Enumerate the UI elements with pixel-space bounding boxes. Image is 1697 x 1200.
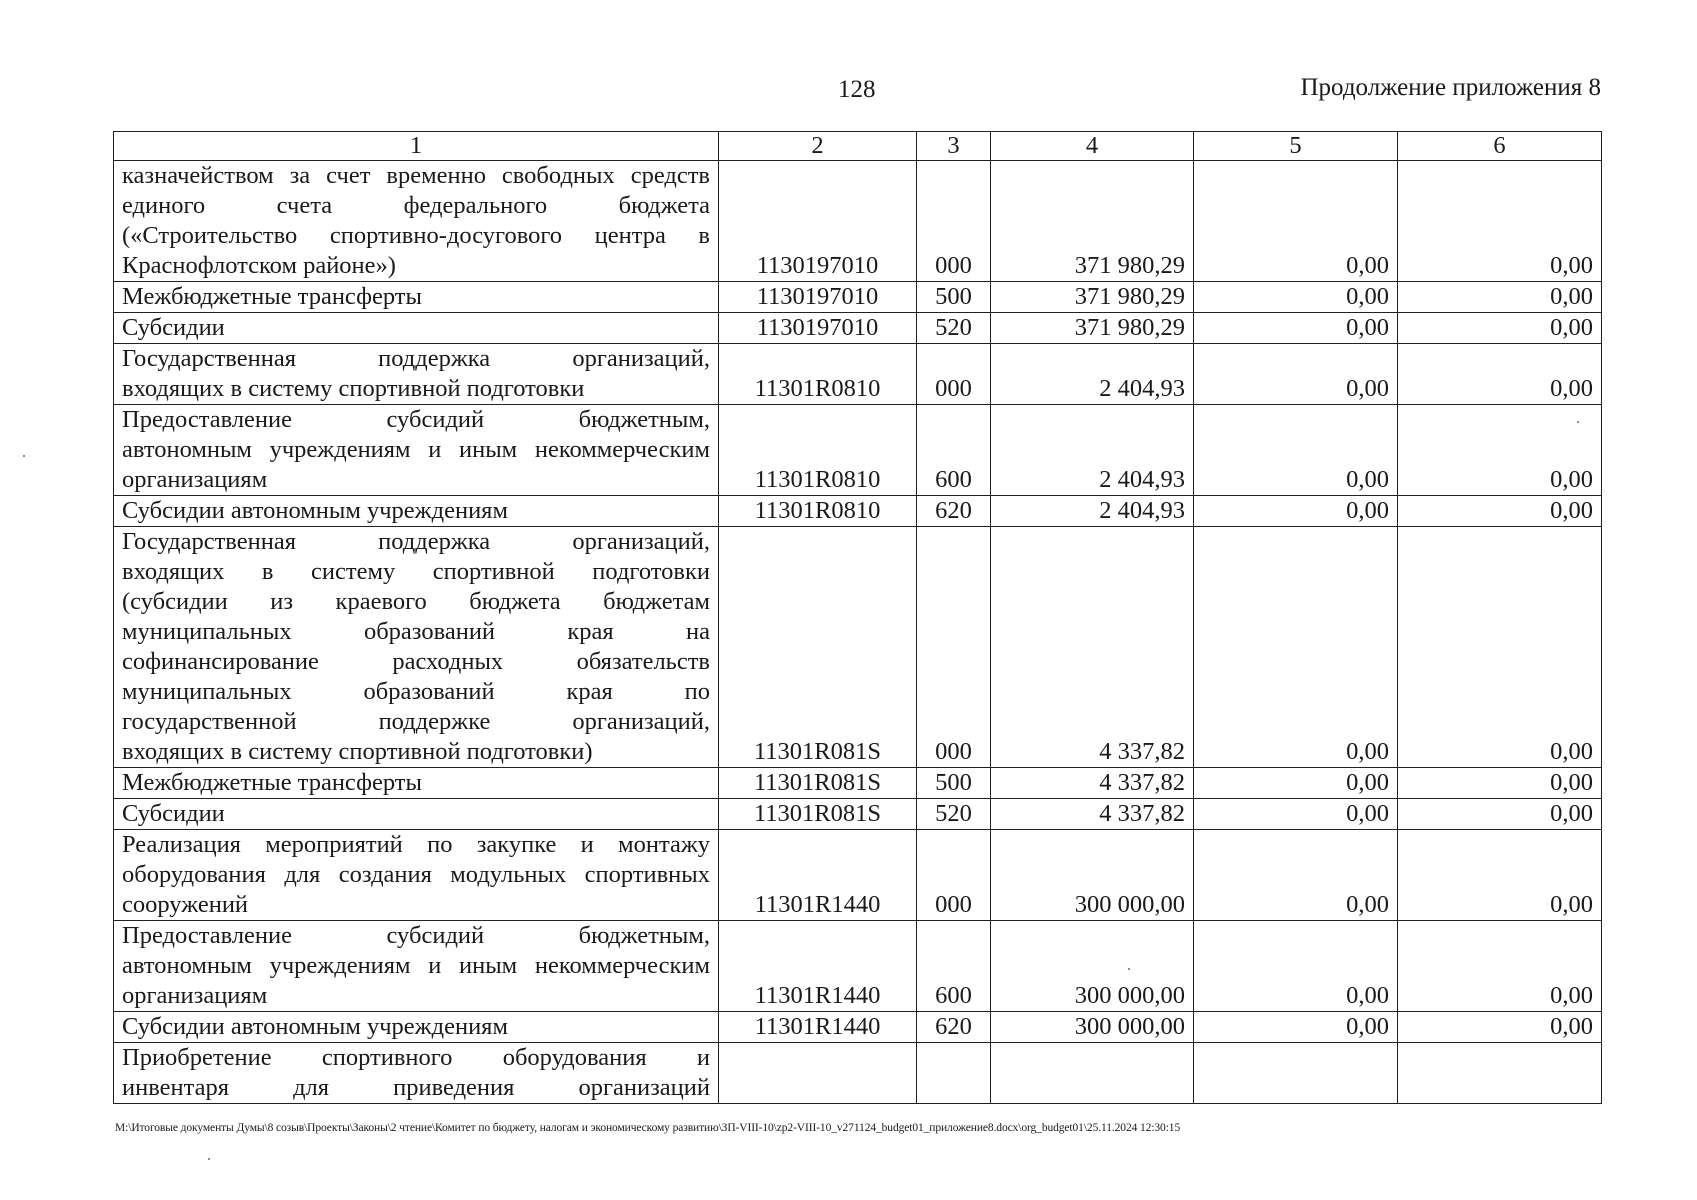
description-line: Государственная поддержка организаций, — [122, 528, 710, 555]
target-article-code: 11301R1440 — [719, 830, 917, 921]
amount-col6: 0,00 — [1398, 921, 1602, 1012]
amount-col6: 0,00 — [1398, 344, 1602, 405]
amount-col4: 300 000,00 — [991, 830, 1194, 921]
description-line: входящих в систему спортивной подготовки) — [122, 738, 593, 765]
description-line: оборудования для создания модульных спортивных — [122, 861, 710, 888]
table-row — [114, 161, 1602, 282]
amount-col5: 0,00 — [1194, 799, 1398, 830]
row-description — [114, 313, 719, 344]
description-line: Субсидии автономным учреждениям — [122, 497, 508, 524]
description-line: муниципальных образований края по — [122, 678, 710, 705]
table-row — [114, 496, 1602, 527]
row-description — [114, 496, 719, 527]
description-line: Приобретение спортивного оборудования и — [122, 1044, 710, 1071]
amount-col6: 0,00 — [1398, 161, 1602, 282]
table-row — [114, 344, 1602, 405]
description-line: Межбюджетные трансферты — [122, 283, 422, 310]
expense-type-code: 520 — [917, 313, 991, 344]
expense-type-code: 600 — [917, 405, 991, 496]
target-article-code: 1130197010 — [719, 282, 917, 313]
amount-col5: 0,00 — [1194, 768, 1398, 799]
description-line: казначейством за счет временно свободных средств — [122, 162, 710, 189]
description-line: софинансирование расходных обязательств — [122, 648, 710, 675]
amount-col4: 4 337,82 — [991, 799, 1194, 830]
amount-col5: 0,00 — [1194, 313, 1398, 344]
target-article-code — [719, 1043, 917, 1104]
table-row — [114, 1012, 1602, 1043]
table-header-row — [114, 132, 1602, 161]
budget-table — [113, 131, 1602, 1104]
row-description — [114, 161, 719, 282]
description-line: государственной поддержке организаций, — [122, 708, 710, 735]
description-line: инвентаря для приведения организаций — [122, 1074, 710, 1101]
table-row — [114, 768, 1602, 799]
amount-col4 — [991, 1043, 1194, 1104]
table-row — [114, 921, 1602, 1012]
expense-type-code: 620 — [917, 1012, 991, 1043]
amount-col6: 0,00 — [1398, 1012, 1602, 1043]
description-line: организациям — [122, 982, 268, 1009]
amount-col5: 0,00 — [1194, 1012, 1398, 1043]
description-line: Субсидии — [122, 314, 225, 341]
row-description — [114, 1012, 719, 1043]
description-line: муниципальных образований края на — [122, 618, 710, 645]
expense-type-code — [917, 1043, 991, 1104]
page-number: 128 — [838, 76, 876, 103]
footer-file-path: M:\Итоговые документы Думы\8 созыв\Проекты\Законы\2 чтение\Комитет по бюджету, налогам и экономическому развитию\ЗП-VIII-10\zp2-VIII-10_v271124_budget01_приложение8.docx\org_budget01\25.11.2024 12:30:15 — [115, 1122, 1181, 1134]
amount-col5: 0,00 — [1194, 161, 1398, 282]
table-row — [114, 799, 1602, 830]
description-line: сооружений — [122, 891, 249, 918]
description-line: Краснофлотском районе») — [122, 252, 396, 279]
row-description — [114, 830, 719, 921]
table-row — [114, 1043, 1602, 1104]
amount-col5: 0,00 — [1194, 830, 1398, 921]
column-header: 1 — [114, 132, 719, 161]
expense-type-code: 000 — [917, 344, 991, 405]
target-article-code: 11301R0810 — [719, 405, 917, 496]
amount-col6: 0,00 — [1398, 405, 1602, 496]
row-description — [114, 527, 719, 768]
row-description — [114, 799, 719, 830]
description-line: Государственная поддержка организаций, — [122, 345, 710, 372]
column-header: 3 — [917, 132, 991, 161]
description-line: входящих в систему спортивной подготовки — [122, 558, 710, 585]
target-article-code: 1130197010 — [719, 161, 917, 282]
table-row — [114, 313, 1602, 344]
table-row — [114, 830, 1602, 921]
description-line: автономным учреждениям и иным некоммерческим — [122, 952, 710, 979]
amount-col6: 0,00 — [1398, 799, 1602, 830]
expense-type-code: 000 — [917, 830, 991, 921]
target-article-code: 11301R1440 — [719, 1012, 917, 1043]
expense-type-code: 000 — [917, 161, 991, 282]
amount-col5: 0,00 — [1194, 496, 1398, 527]
target-article-code: 11301R081S — [719, 527, 917, 768]
expense-type-code: 520 — [917, 799, 991, 830]
amount-col4: 371 980,29 — [991, 313, 1194, 344]
row-description — [114, 1043, 719, 1104]
description-line: входящих в систему спортивной подготовки — [122, 375, 585, 402]
amount-col4: 2 404,93 — [991, 405, 1194, 496]
amount-col6: 0,00 — [1398, 313, 1602, 344]
amount-col5: 0,00 — [1194, 405, 1398, 496]
amount-col4: 371 980,29 — [991, 282, 1194, 313]
description-line: Межбюджетные трансферты — [122, 769, 422, 796]
expense-type-code: 620 — [917, 496, 991, 527]
description-line: (субсидии из краевого бюджета бюджетам — [122, 588, 710, 615]
table-body — [114, 161, 1602, 1104]
row-description — [114, 344, 719, 405]
column-header: 4 — [991, 132, 1194, 161]
row-description — [114, 921, 719, 1012]
target-article-code: 11301R0810 — [719, 496, 917, 527]
amount-col6: 0,00 — [1398, 768, 1602, 799]
target-article-code: 11301R0810 — [719, 344, 917, 405]
amount-col4: 4 337,82 — [991, 768, 1194, 799]
amount-col6 — [1398, 1043, 1602, 1104]
amount-col6: 0,00 — [1398, 527, 1602, 768]
expense-type-code: 600 — [917, 921, 991, 1012]
table-row — [114, 282, 1602, 313]
target-article-code: 11301R081S — [719, 799, 917, 830]
amount-col4: 371 980,29 — [991, 161, 1194, 282]
amount-col4: 2 404,93 — [991, 344, 1194, 405]
expense-type-code: 000 — [917, 527, 991, 768]
amount-col5: 0,00 — [1194, 344, 1398, 405]
expense-type-code: 500 — [917, 282, 991, 313]
column-header: 2 — [719, 132, 917, 161]
column-header: 6 — [1398, 132, 1602, 161]
row-description — [114, 768, 719, 799]
target-article-code: 11301R1440 — [719, 921, 917, 1012]
expense-type-code: 500 — [917, 768, 991, 799]
row-description — [114, 405, 719, 496]
description-line: Субсидии автономным учреждениям — [122, 1013, 508, 1040]
description-line: организациям — [122, 466, 268, 493]
amount-col6: 0,00 — [1398, 496, 1602, 527]
amount-col5: 0,00 — [1194, 282, 1398, 313]
target-article-code: 1130197010 — [719, 313, 917, 344]
description-line: автономным учреждениям и иным некоммерческим — [122, 436, 710, 463]
amount-col5: 0,00 — [1194, 527, 1398, 768]
amount-col5: 0,00 — [1194, 921, 1398, 1012]
column-header: 5 — [1194, 132, 1398, 161]
target-article-code: 11301R081S — [719, 768, 917, 799]
description-line: Субсидии — [122, 800, 225, 827]
amount-col4: 300 000,00 — [991, 1012, 1194, 1043]
appendix-title: Продолжение приложения 8 — [1300, 74, 1601, 101]
amount-col4: 300 000,00 — [991, 921, 1194, 1012]
description-line: Реализация мероприятий по закупке и монтажу — [122, 831, 710, 858]
amount-col4: 2 404,93 — [991, 496, 1194, 527]
description-line: единого счета федерального бюджета — [122, 192, 710, 219]
amount-col4: 4 337,82 — [991, 527, 1194, 768]
description-line: Предоставление субсидий бюджетным, — [122, 406, 710, 433]
amount-col6: 0,00 — [1398, 830, 1602, 921]
description-line: («Строительство спортивно-досугового центра в — [122, 222, 710, 249]
amount-col5 — [1194, 1043, 1398, 1104]
table-row — [114, 527, 1602, 768]
amount-col6: 0,00 — [1398, 282, 1602, 313]
table-row — [114, 405, 1602, 496]
description-line: Предоставление субсидий бюджетным, — [122, 922, 710, 949]
row-description — [114, 282, 719, 313]
